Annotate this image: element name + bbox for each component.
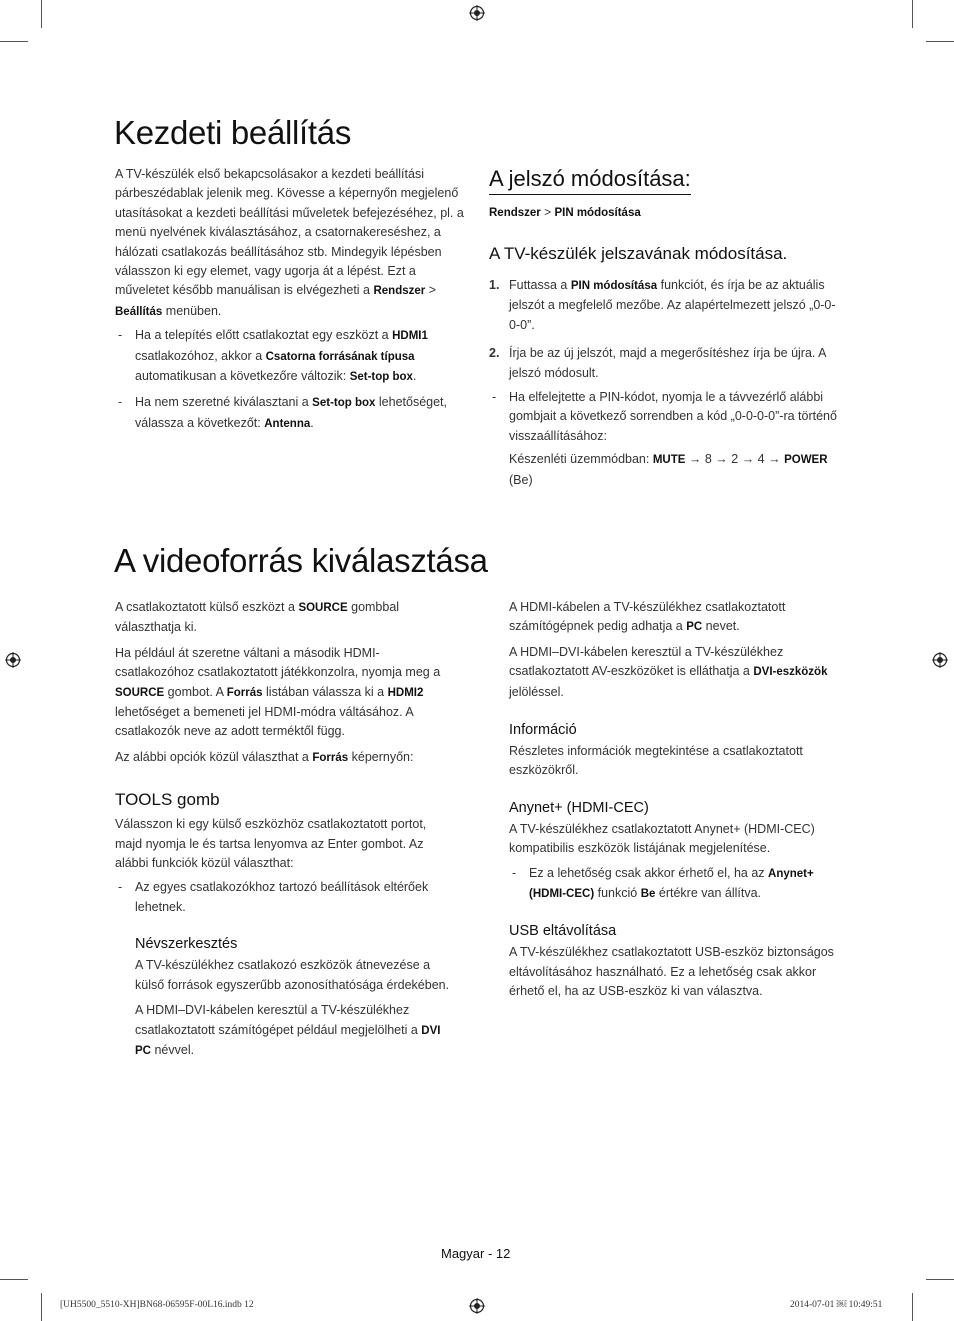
step-1 (489, 276, 839, 335)
crop-mark (926, 1279, 954, 1280)
text: gombbal választhatja ki. (115, 600, 400, 635)
term: SOURCE (298, 602, 348, 614)
bullet-marker: - (492, 390, 497, 405)
section-title-video-source: A videoforrás kiválasztása (114, 542, 488, 579)
password-subtitle: A TV-készülék jelszavának módosítása. (489, 244, 788, 263)
crop-mark (926, 41, 954, 42)
step-number: 1. (489, 278, 500, 292)
menu-term-system: Rendszer (373, 285, 426, 298)
text: Futtassa a (509, 278, 571, 292)
intro-text-end: menüben. (162, 303, 222, 318)
text: Ez a lehetőség csak akkor érhető el, ha az (529, 865, 769, 880)
text: A HDMI–DVI-kábelen keresztül a TV-készülékhez csatlakoztatott AV-eszközöket is elláthatja a (509, 644, 784, 679)
text: → 8 → 2 → 4 → (685, 452, 785, 467)
term: Anynet+ (HDMI-CEC) (529, 867, 814, 901)
registration-mark-icon (932, 652, 948, 668)
step-2 (489, 344, 839, 383)
anynet-title: Anynet+ (HDMI-CEC) (509, 799, 649, 816)
term: Forrás (226, 686, 263, 699)
term: DVI PC (135, 1024, 441, 1057)
text: csatlakozóhoz, akkor a (135, 348, 266, 363)
password-section-title: A jelszó módosítása: (489, 166, 691, 195)
text: Az alábbi opciók közül választhat a (115, 749, 313, 764)
text: Ha nem szeretné kiválasztani a (135, 395, 313, 410)
text: névvel. (150, 1042, 195, 1057)
text: (Be) (509, 472, 533, 487)
text: Ha a telepítés előtt csatlakoztat egy eszközt a (135, 328, 393, 343)
text: automatikusan a következőre változik: (135, 369, 350, 384)
tools-title: TOOLS gomb (115, 790, 220, 810)
text: A HDMI-kábelen a TV-készülékhez csatlakoztatott számítógépnek pedig adhatja a (509, 600, 786, 634)
page-number: Magyar - 12 (441, 1246, 511, 1261)
crop-mark (41, 0, 42, 28)
section-title-initial-setup: Kezdeti beállítás (114, 114, 352, 151)
tools-text: Válasszon ki egy külső eszközhöz csatlakoztatott portot, majd nyomja le és tartsa lenyomva az Enter gombot. Az alábbi funkciók közül választhat: (115, 817, 427, 871)
registration-mark-icon (5, 652, 21, 668)
term: Rendszer (489, 207, 541, 219)
video-source-right-column (509, 598, 844, 1002)
text: Az egyes csatlakozókhoz tartozó beállítások eltérőek lehetnek. (135, 880, 429, 914)
password-note (489, 388, 839, 446)
text: Ha például át szeretne váltani a második HDMI-csatlakozóhoz csatlakoztatott játékkonzolra, nyomja meg a (115, 645, 441, 680)
rename-p1: A TV-készülékhez csatlakozó eszközök átnevezése a külső források egyszerűbb azonosíthatósága érdekében. (135, 958, 450, 992)
registration-mark-icon (469, 5, 485, 21)
rename-title: Névszerkesztés (135, 936, 238, 953)
term: Antenna (264, 417, 311, 430)
text: jelöléssel. (509, 684, 564, 699)
crop-mark (912, 0, 913, 28)
separator: > (425, 283, 437, 298)
right-p2 (509, 643, 844, 702)
text: Készenléti üzemmódban: (509, 452, 653, 467)
standby-sequence (489, 450, 839, 490)
menu-term-setup: Beállítás (115, 305, 163, 318)
text: Ha elfelejtette a PIN-kódot, nyomja le a távvezérlő alábbi gombjait a következő sorrendben a kód „0-0-0-0”-ra történő visszaállításához: (509, 390, 837, 443)
term: DVI-eszközök (753, 666, 828, 679)
term: PC (686, 621, 703, 634)
separator: > (540, 205, 555, 219)
bullet-marker: - (512, 865, 517, 880)
text: gombot. A (164, 684, 227, 699)
term: Forrás (312, 751, 349, 764)
term: SOURCE (115, 686, 165, 699)
rename-p2 (135, 1001, 450, 1061)
term: HDMI2 (387, 686, 424, 699)
info-text: Részletes információk megtekintése a csatlakoztatott eszközökről. (509, 744, 803, 778)
anynet-text: A TV-készülékhez csatlakoztatott Anynet+ (HDMI-CEC) kompatibilis eszközök listájának megjelenítése. (509, 821, 815, 856)
text: listában válassza ki a (262, 684, 388, 699)
text: Írja be az új jelszót, majd a megerősítéshez írja be újra. A jelszó módosult. (509, 346, 826, 380)
text: lehetőséget a bemeneti jel HDMI-módra váltásához. A csatlakozók neve az adott terméktől függ. (115, 705, 414, 739)
text: nevet. (702, 619, 740, 634)
crop-mark (41, 1293, 42, 1321)
initial-setup-intro (115, 165, 467, 322)
step-number: 2. (489, 346, 500, 361)
bullet-marker: - (118, 395, 123, 410)
term: Set-top box (349, 371, 413, 384)
password-menu-path (489, 203, 641, 223)
text: funkciót, és írja be az aktuális jelszót a megfelelő mezőbe. Az alapértelmezett jelszó „0-0-0-0”. (509, 278, 836, 332)
intro-text: A TV-készülék első bekapcsolásakor a kezdeti beállítási párbeszédablak jelenik meg. Kövesse a képernyőn megjelenő utasításokat a kezdeti beállítási műveletek befejezéséhez, pl. a menü nyelvének kiválasztásához, a csatornakereséshez, a hálózati csatlakozás beállításához stb. Mindegyik lépésben válasszon ki egy elemet, vagy ugorja át a lépést. Ezt a műveletet később manuálisan is elvégezheti a (115, 167, 464, 298)
password-steps (489, 276, 839, 490)
tools-bullet (115, 878, 450, 917)
source-p1 (115, 598, 450, 638)
term: MUTE (652, 454, 686, 467)
registration-mark-icon (469, 1298, 485, 1314)
text: . (310, 415, 314, 430)
term: HDMI1 (392, 330, 428, 343)
text: képernyőn: (348, 749, 414, 764)
print-footer-left: [UH5500_5510-XH]BN68-06595F-00L16.indb 12 (60, 1300, 254, 1310)
usb-text: A TV-készülékhez csatlakoztatott USB-eszköz biztonságos eltávolításához használható. Ez a lehetőség csak akkor érhető el, ha az USB-eszköz ki van választva. (509, 945, 834, 999)
initial-setup-bullet-2 (115, 393, 467, 434)
print-footer-right: 2014-07-01 ￼ 10:49:51 (790, 1300, 883, 1310)
source-p2 (115, 644, 450, 742)
video-source-left-column (115, 598, 450, 1061)
source-p3 (115, 748, 450, 768)
text: . (412, 369, 417, 384)
bullet-marker: - (118, 328, 123, 343)
term: PIN módosítása (570, 280, 658, 292)
initial-setup-bullet-1 (115, 326, 467, 387)
text: A HDMI–DVI-kábelen keresztül a TV-készülékhez csatlakoztatott számítógépet például megjelölheti a (135, 1003, 422, 1037)
term: Set-top box (312, 397, 376, 410)
right-p1 (509, 598, 844, 638)
bullet-marker: - (118, 880, 123, 895)
crop-mark (912, 1293, 913, 1321)
term: Be (640, 888, 656, 901)
text: A csatlakoztatott külső eszközt a (115, 600, 299, 614)
text: funkció (594, 886, 641, 901)
info-title: Információ (509, 722, 577, 739)
term: PIN módosítása (554, 207, 641, 219)
text: értékre van állítva. (655, 886, 762, 901)
term: POWER (784, 454, 828, 467)
text: lehetőséget, válassza a következőt: (135, 395, 448, 430)
crop-mark (0, 1279, 28, 1280)
rename-block (115, 936, 450, 1061)
term: Csatorna forrásának típusa (265, 350, 415, 363)
anynet-bullet (509, 864, 844, 905)
crop-mark (0, 41, 28, 42)
usb-title: USB eltávolítása (509, 923, 617, 940)
initial-setup-column (115, 165, 467, 434)
